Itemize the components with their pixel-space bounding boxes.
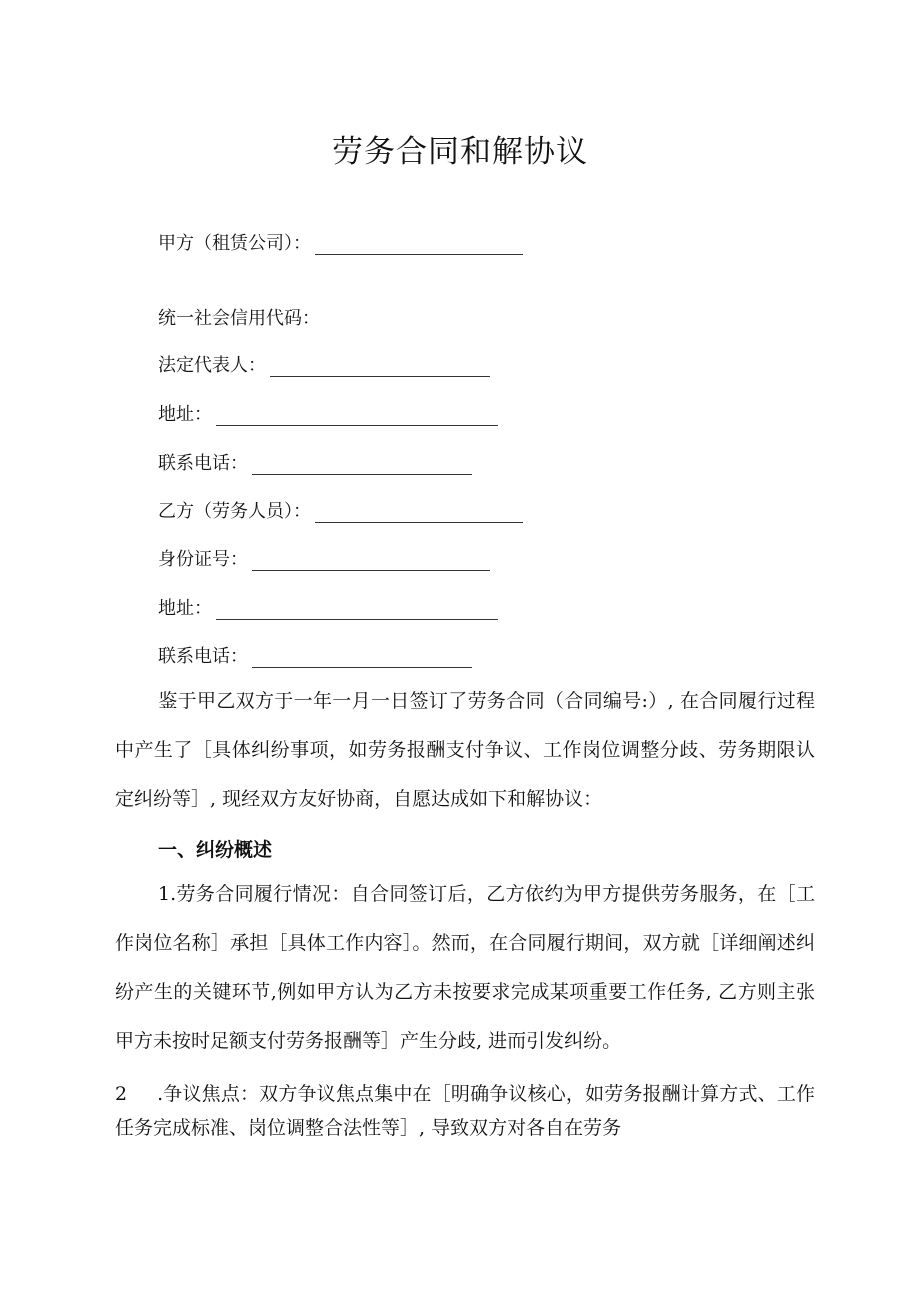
fill-blank[interactable] (252, 649, 472, 668)
field-label: 地址： (158, 598, 212, 619)
page-title: 劳务合同和解协议 (332, 134, 588, 170)
field-address-a (158, 400, 498, 426)
field-address-b (158, 594, 498, 620)
clause-number: 1 (158, 883, 171, 905)
clause-text: .劳务合同履行情况：自合同签订后，乙方依约为甲方提供劳务服务，在［工作岗位名称］承担［具体工作内容］。然而，在合同履行期间，双方就［详细阐述纠纷产生的关键环节,例如甲方认为乙方未按要求完成某项重要工作任务, 乙方则主张甲方未按时足额支付劳务报酬等］产生分歧, 进而引发纠纷。 (115, 883, 815, 1052)
field-party-a (158, 229, 523, 255)
field-label: 地址： (158, 404, 212, 425)
clause-number: 2 (115, 1083, 128, 1105)
field-credit-code (158, 304, 320, 330)
fill-blank[interactable] (315, 236, 523, 255)
fill-blank[interactable] (216, 601, 498, 620)
section-heading: 一、纠纷概述 (158, 839, 273, 861)
field-label: 法定代表人： (158, 355, 266, 376)
preamble-paragraph (115, 677, 815, 824)
preamble-text: 鉴于甲乙双方于一年一月一日签订了劳务合同（合同编号:）, 在合同履行过程中产生了［具体纠纷事项，如劳务报酬支付争议、工作岗位调整分歧、劳务期限认定纠纷等］, 现经双方友好协商，自愿达成如下和解协议： (115, 690, 815, 810)
field-phone-a (158, 449, 472, 475)
clause-1 (115, 870, 815, 1066)
fill-blank[interactable] (315, 504, 523, 523)
field-label: 联系电话： (158, 646, 248, 667)
field-id-number (158, 545, 490, 571)
clause-2 (115, 1077, 815, 1145)
field-party-b (158, 497, 523, 523)
field-label: 甲方（租赁公司）： (158, 233, 311, 254)
field-phone-b (158, 642, 472, 668)
field-label: 统一社会信用代码： (158, 308, 320, 329)
fill-blank[interactable] (252, 456, 472, 475)
field-label: 乙方（劳务人员）： (158, 501, 311, 522)
field-label: 身份证号： (158, 549, 248, 570)
fill-blank[interactable] (270, 358, 490, 377)
fill-blank[interactable] (252, 552, 490, 571)
clause-text: .争议焦点：双方争议焦点集中在［明确争议核心，如劳务报酬计算方式、工作任务完成标准、岗位调整合法性等］, 导致双方对各自在劳务 (115, 1083, 815, 1139)
fill-blank[interactable] (216, 407, 498, 426)
field-legal-rep (158, 351, 490, 377)
field-label: 联系电话： (158, 453, 248, 474)
